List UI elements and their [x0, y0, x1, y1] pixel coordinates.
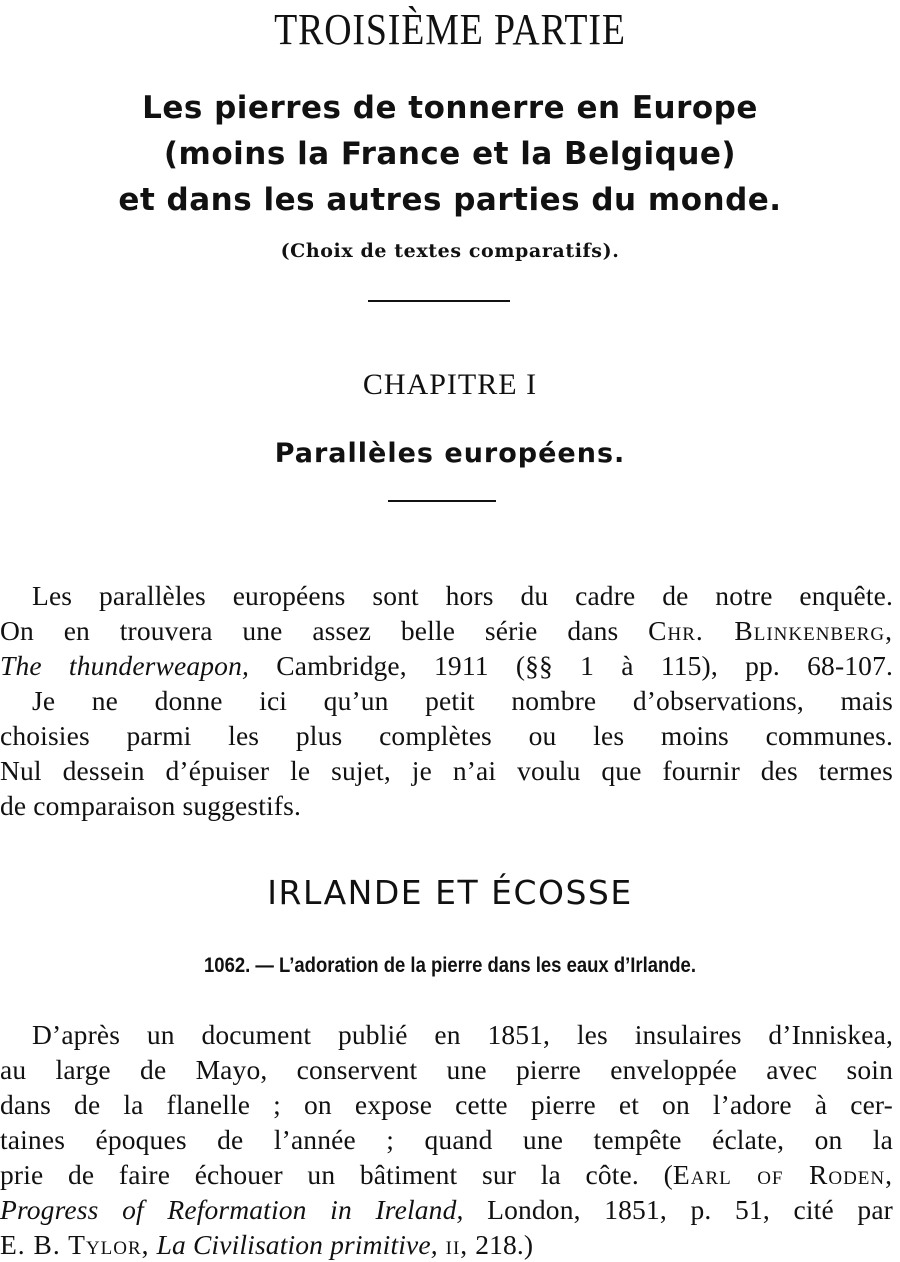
text-line: Nul dessein d’épuiser le sujet, je n’ai voulu que fournir des termes	[0, 755, 893, 786]
text-line: Je ne donne ici qu’un petit nombre d’observations, mais	[32, 685, 893, 716]
book-title: La Civilisation primitive,	[149, 1229, 438, 1260]
text-span: prie de faire échouer un bâtiment sur la côte. (	[0, 1159, 673, 1190]
text-line: Les parallèles européens sont hors du cadre de notre enquête.	[32, 580, 893, 611]
section-heading: IRLANDE ET ÉCOSSE	[267, 873, 633, 912]
author-name: Chr. Blinkenberg,	[648, 615, 893, 646]
author-name: E. B. Tylor,	[0, 1229, 150, 1260]
text-line: au large de Mayo, conservent une pierre enveloppée avec soin	[0, 1054, 893, 1085]
text-line: de comparaison suggestifs.	[0, 790, 301, 821]
chapter-number: CHAPITRE I	[362, 368, 538, 401]
text-line	[0, 1157, 893, 1192]
subtitle: (Choix de textes comparatifs).	[280, 240, 620, 262]
text-line	[0, 613, 893, 648]
text-span: London, 1851, p. 51, cité par	[463, 1194, 893, 1225]
divider-rule	[388, 500, 496, 502]
book-title: The thunderweapon,	[0, 650, 249, 681]
volume-number: ii,	[437, 1229, 469, 1260]
text-span: Cambridge, 1911 (§§ 1 à 115), pp. 68-107.	[249, 650, 893, 681]
chapter-title: Parallèles européens.	[274, 438, 626, 469]
text-line	[0, 1192, 893, 1227]
text-span: 218.)	[468, 1229, 534, 1260]
text-line: taines époques de l’année ; quand une tempête éclate, on la	[0, 1124, 893, 1155]
main-heading-line-3: et dans les autres parties du monde.	[118, 182, 782, 218]
main-heading-line-1: Les pierres de tonnerre en Europe	[142, 90, 758, 126]
author-name: Earl of Roden,	[672, 1159, 893, 1190]
divider-rule	[368, 300, 510, 302]
text-line	[0, 648, 893, 683]
text-line: dans de la flanelle ; on expose cette pierre et on l’adore à cer-	[0, 1089, 893, 1120]
text-line	[0, 1227, 893, 1262]
intro-paragraph-1	[0, 578, 893, 683]
part-title: TROISIÈME PARTIE	[274, 5, 626, 54]
text-line: choisies parmi les plus complètes ou les moins communes.	[0, 720, 893, 751]
article-heading: 1062. — L’adoration de la pierre dans les eaux d’Irlande.	[204, 954, 696, 977]
book-title: Progress of Reformation in Ireland,	[0, 1194, 464, 1225]
intro-paragraph-2	[0, 683, 893, 823]
article-paragraph	[0, 1017, 893, 1262]
text-line: D’après un document publié en 1851, les insulaires d’Inniskea,	[32, 1019, 893, 1050]
text-span: On en trouvera une assez belle série dans	[0, 615, 649, 646]
main-heading-line-2: (moins la France et la Belgique)	[163, 136, 737, 172]
